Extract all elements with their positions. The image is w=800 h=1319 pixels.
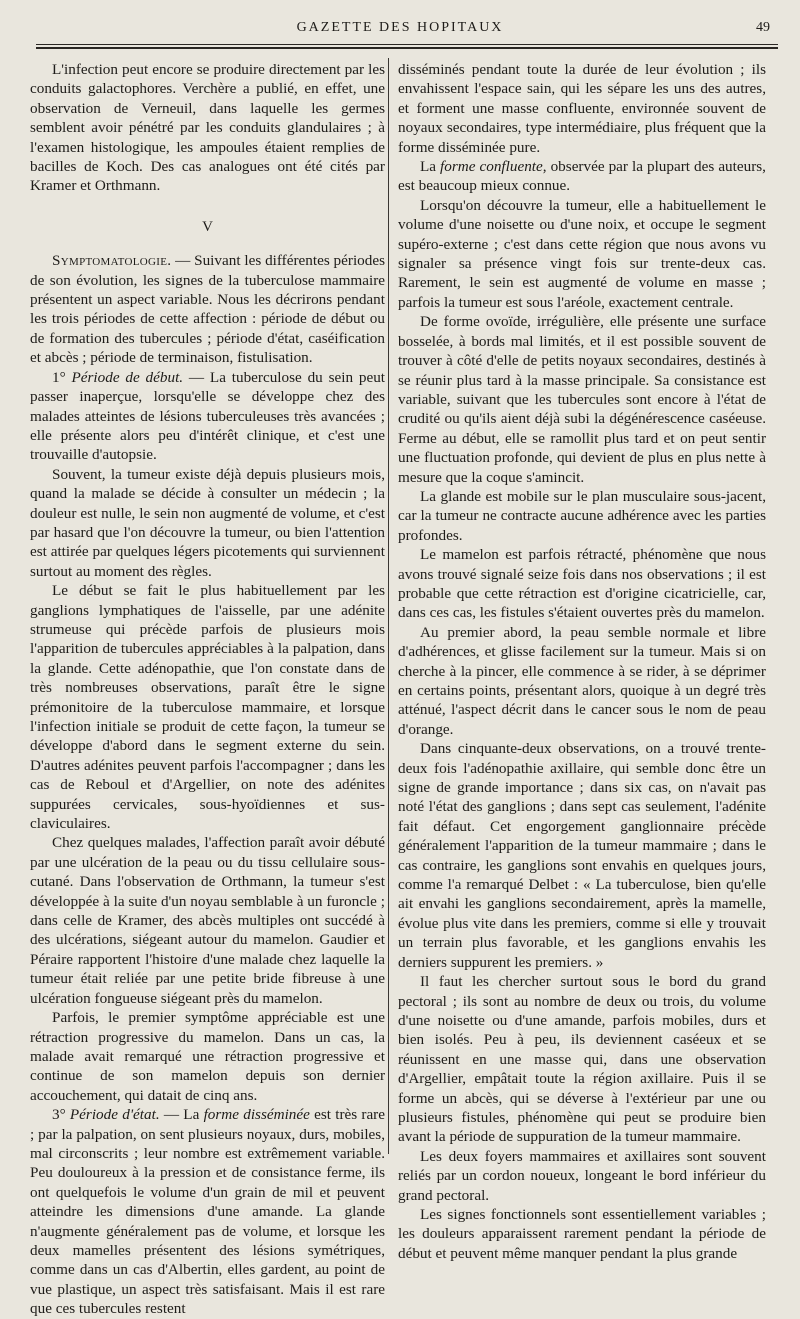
paragraph-text: La <box>420 158 441 176</box>
page-header <box>0 18 800 42</box>
paragraph-text: est très rare ; par la palpation, on sent plusieurs noyaux, durs, mobiles, mal circonscrits ; leur nombre est extrêmement variable. Peu douloureux à la pression et de consistance ferme, ils ont quelquefois le volume d'un grain de mil et peuvent atteindre les dimensions d'une amande. La glande n'augmente généralement pas de volume, et lorsque les deux mamelles présentent des lésions symétriques, comme dans un cas d'Albertin, elles gardent, au point de vue plastique, un aspect très satisfaisant. Mais il est rare que ces tubercules restent <box>30 1106 385 1318</box>
right-column <box>398 60 766 1263</box>
paragraph: Souvent, la tumeur existe déjà depuis plusieurs mois, quand la malade se décide à consulter un médecin ; la douleur est nulle, le sein non augmenté de volume, et c'est par hasard que l'on découvre la tumeur, ou bien l'attention est attirée par quelques légers picotements qui surviennent surtout au moment des règles. <box>30 465 385 580</box>
header-rule-thick <box>36 47 778 49</box>
page-number: 49 <box>756 20 770 35</box>
paragraph-text: — Suivant les différentes périodes de son évolution, les signes de la tuberculose mammaire présentent un aspect variable. Nous les décrirons pendant les trois périodes de cette affection : période de début ou de formation des tubercules ; période d'état, caséification et abcès ; période de terminaison, fistulisation. <box>30 252 385 367</box>
paragraph: De forme ovoïde, irrégulière, elle présente une surface bosselée, à bords mal limités, et il est possible souvent de trouver à côté d'elle de petits noyaux secondaires, destinés à se réunir plus tard à la masse principale. Sa consistance est variable, suivant que les tubercules sont encore à l'état de crudité ou qu'ils aient déjà subi la dégénérescence caséeuse. Ferme au début, elle se ramollit plus tard et on peut sentir une fluctuation profonde, qui devient de plus en plus nette à mesure que la coque s'amincit. <box>398 313 766 486</box>
paragraph: Le début se fait le plus habituellement par les ganglions lymphatiques de l'aisselle, par une adénite strumeuse qui précède parfois de plusieurs mois l'apparition de tubercules appréciables à la palpation, dans la glande. Cette adénopathie, que l'on constate dans de très nombreuses observations, paraît être le signe prémonitoire de la tuberculose mammaire, et lorsque l'infection initiale se produit de cette façon, la tumeur se développe d'abord dans le segment externe du sein. D'autres adénites peuvent parfois l'accompagner ; dans les cas de Reboul et d'Argellier, on note des adénites suppurées cervicales, sous-hyoïdiennes et sus-claviculaires. <box>30 582 385 833</box>
run-in-heading: Période de début. <box>71 368 184 386</box>
left-column <box>30 60 385 1319</box>
paragraph: Lorsqu'on découvre la tumeur, elle a habituellement le volume d'une noisette ou d'une noix, et occupe le segment supéro-externe ; c'est dans cette région que nous avons vu signaler sa présence vingt fois sur trente-deux cas. Rarement, le sein est augmenté de volume en masse ; parfois la tumeur est sous l'aréole, exactement centrale. <box>398 196 766 311</box>
paragraph: Les deux foyers mammaires et axillaires sont souvent reliés par un cordon noueux, longeant le bord inférieur du grand pectoral. <box>398 1147 766 1204</box>
paragraph: Les signes fonctionnels sont essentiellement variables ; les douleurs apparaissent rarement pendant la période de début et peuvent même manquer pendant la plus grande <box>398 1205 766 1262</box>
emphasis: forme disséminée <box>203 1106 310 1124</box>
run-in-heading: Symptomatologie. <box>52 252 172 270</box>
paragraph-text: — La <box>159 1106 204 1124</box>
emphasis: forme confluente <box>440 158 543 176</box>
paragraph: Il faut les chercher surtout sous le bord du grand pectoral ; ils sont au nombre de deux ou trois, du volume d'une noisette ou d'une amande, parfois mobiles, durs et bien isolés. Peu à peu, ils deviennent caséeux et se réunissent en une masse qui, dans une observation d'Argellier, empâtait toute la région axillaire. Puis il se forme un abcès, qui se déverse à l'extérieur par une ou plusieurs fistules, phénomène qui peut se produire bien avant la période de suppuration de la tumeur mammaire. <box>398 973 766 1146</box>
paragraph <box>398 157 766 196</box>
run-in-heading: Période d'état. <box>69 1106 160 1124</box>
section-heading: V <box>202 218 213 235</box>
paragraph <box>30 251 385 367</box>
paragraph <box>30 1105 385 1318</box>
paragraph: Chez quelques malades, l'affection paraît avoir débuté par une ulcération de la peau ou du tissu cellulaire sous-cutané. Dans l'observation de Orthmann, la tumeur s'est développée à la suite d'un noyau semblable à un furoncle ; dans celle de Kramer, des abcès multiples ont succédé à des ulcérations, siégeant autour du mamelon. Gaudier et Péraire rapportent l'histoire d'une malade chez laquelle la tumeur était reliée par une petite bride fibreuse à une ulcération fongueuse siégeant près du mamelon. <box>30 834 385 1007</box>
paragraph: Dans cinquante-deux observations, on a trouvé trente-deux fois l'adénopathie axillaire, qui semble donc être un signe de grande importance ; dans six cas, on n'avait pas noté l'état des ganglions ; dans sept cas seulement, l'adénite fait défaut. Cet engorgement ganglionnaire précède généralement l'apparition de la tumeur mammaire ; dans le cas contraire, les ganglions sont envahis en quelques jours, comme l'a remarqué Delbet : « La tuberculose, bien qu'elle ait envahi les ganglions secondairement, après la mamelle, évolue plus vite dans les premiers, comme si elle y trouvait un terrain plus favorable, et les ganglions envahis les derniers suppurent les premiers. » <box>398 740 766 971</box>
paragraph-text: — La tuberculose du sein peut passer inaperçue, lorsqu'elle se développe chez des malades atteintes de lésions tuberculeuses très avancées ; elle présente alors peu d'intérêt clinique, et c'est une trouvaille d'autopsie. <box>30 368 386 464</box>
paragraph: L'infection peut encore se produire directement par les conduits galactophores. Verchère a publié, en effet, une observation de Verneuil, dans laquelle les germes semblent avoir pénétré par les conduits glandulaires ; à l'examen histologique, les ampoules étaient remplies de bacilles de Koch. Des cas analogues ont été cités par Kramer et Orthmann. <box>30 61 385 195</box>
column-separator <box>388 58 389 1154</box>
paragraph-text: , observée par la plupart des auteurs, est beaucoup mieux connue. <box>398 158 766 195</box>
running-title: GAZETTE DES HOPITAUX <box>296 20 504 35</box>
header-rule-thin <box>36 44 778 45</box>
paragraph: La glande est mobile sur le plan musculaire sous-jacent, car la tumeur ne contracte aucune adhérence avec les parties profondes. <box>398 487 766 544</box>
paragraph <box>30 368 385 465</box>
paragraph: disséminés pendant toute la durée de leur évolution ; ils envahissent l'espace sain, qui les sépare les uns des autres, et forment une masse confluente, environnée souvent de noyaux secondaires, type intermédiaire, plus fréquent que la forme disséminée pure. <box>398 61 766 156</box>
period-number: 1° <box>52 368 72 386</box>
paragraph: Au premier abord, la peau semble normale et libre d'adhérences, et glisse facilement sur la tumeur. Mais si on cherche à la pincer, elle commence à se rider, à se déprimer en certains points, présentant alors, quoique à un degré très atténué, l'aspect décrit dans le cancer sous le nom de peau d'orange. <box>398 623 766 738</box>
period-number: 3° <box>52 1106 70 1124</box>
paragraph: Le mamelon est parfois rétracté, phénomène que nous avons trouvé signalé seize fois dans nos observations ; il est probable que cette rétraction est d'origine cicatricielle, car, dans ces cas, les fistules s'étaient ouvertes près du mamelon. <box>398 546 766 622</box>
paragraph: Parfois, le premier symptôme appréciable est une rétraction progressive du mamelon. Dans un cas, la malade avait remarqué une rétraction progressive et continue de son mamelon depuis son dernier accouchement, qui datait de cinq ans. <box>30 1009 385 1104</box>
